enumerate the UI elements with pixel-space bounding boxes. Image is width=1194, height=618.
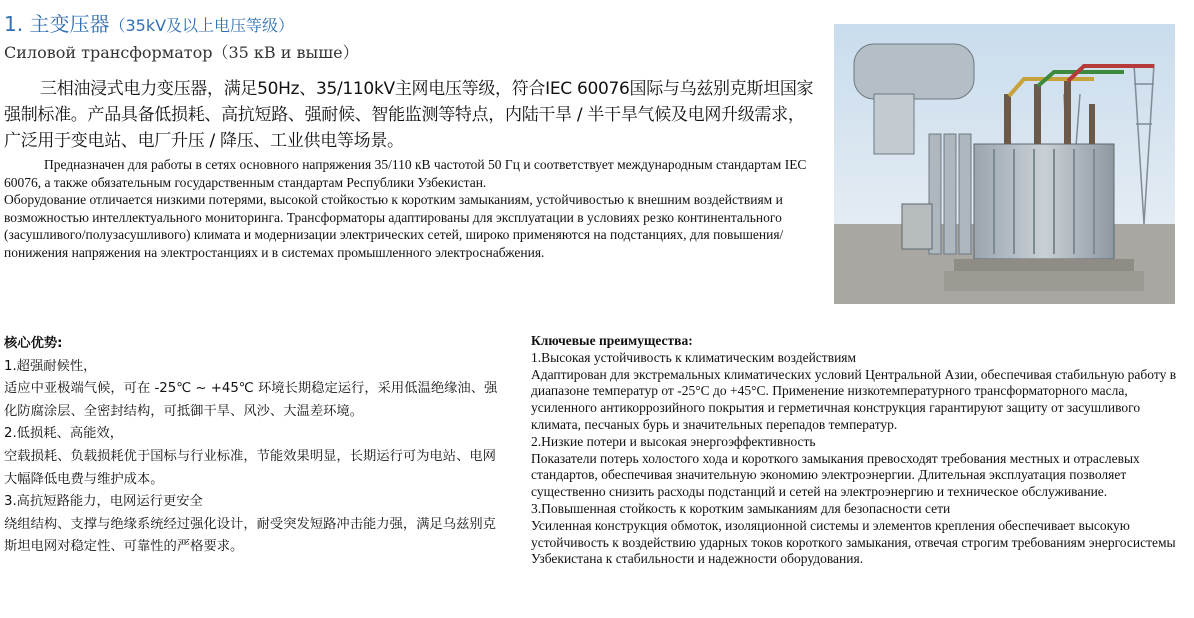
advantage-zh-3-text: 绕组结构、支撑与绝缘系统经过强化设计，耐受突发短路冲击能力强，满足乌兹别克斯坦电网对稳定性、可靠性的严格要求。 [4,516,496,555]
advantage-ru-2-text: Показатели потерь холостого хода и короткого замыкания превосходят требования местных и отраслевых стандартов, обеспечивая значительную экономию электроэнергии. Длительная эксплуатация позволяет существенно снизить расходы подстанций и сетей на электроэнергию и техническое обслуживание. [531,450,1140,500]
advantage-ru-2-title: 2.Низкие потери и высокая энергоэффективность [531,433,816,449]
advantage-zh-3-title: 3.高抗短路能力，电网运行更安全 [4,494,203,510]
advantage-zh-1-title: 1.超强耐候性， [4,358,97,374]
advantage-zh-2-text: 空载损耗、负载损耗优于国标与行业标准，节能效果明显，长期运行可为电站、电网大幅降低电费与维护成本。 [4,448,496,487]
advantages-zh-heading: 核心优势: [4,336,63,351]
advantage-ru-1-title: 1.Высокая устойчивость к климатическим воздействиям [531,349,857,365]
advantage-ru-1-text: Адаптирован для экстремальных климатических условий Центральной Азии, обеспечивая стабильную работу в диапазоне температур от -25°C до +45°C. Применение низкотемпературного трансформаторного масла, усиленного антикоррозийного покрытия и герметичная конструкция гарантируют защиту от засушливого климата, песчаных бурь и значительных перепадов температур. [531,366,1177,432]
intro-ru-paragraph-2: Оборудование отличается низкими потерями, высокой стойкостью к коротким замыканиям, устойчивостью к внешним воздействиям и возможностью интеллектуального мониторинга. Трансформаторы адаптированы для эксплуатации в условиях резко континентального (засушливого/полузасушливого) климата и модернизации электрических сетей, широко применяются на подстанциях, для повышения/понижения напряжения на электростанциях и в системах промышленного электроснабжения. [4,192,784,260]
advantage-zh-1-text: 适应中亚极端气候，可在 -25℃ ~ +45℃ 环境长期稳定运行，采用低温绝缘油、强化防腐涂层、全密封结构，可抵御干旱、风沙、大温差环境。 [4,381,498,419]
advantage-ru-3-text: Усиленная конструкция обмоток, изоляционной системы и элементов крепления обеспечивает высокую устойчивость к воздействию ударных токов короткого замыкания, отвечая строгим требованиям энергосистемы Узбекистана к стабильности и надежности оборудования. [531,517,1176,567]
intro-ru [4,156,819,261]
transformer-photo [834,24,1175,304]
page-subtitle-ru: Силовой трансформатор（35 кВ и выше） [4,43,359,62]
advantage-zh-2-title: 2.低损耗、高能效， [4,426,124,442]
title-main: 1. 主变压器 [4,12,110,36]
advantages-zh [4,333,499,559]
transformer-illustration [834,24,1175,304]
page-title [4,8,294,37]
advantage-ru-3-title: 3.Повышенная стойкость к коротким замыканиям для безопасности сети [531,500,951,516]
title-voltage-note: （35kV及以上电压等级） [109,16,295,35]
advantages-ru [531,333,1191,568]
advantages-ru-heading: Ключевые преимущества: [531,333,693,348]
intro-ru-paragraph-1: Предназначен для работы в сетях основного напряжения 35/110 кВ частотой 50 Гц и соответствует международным стандартам IEC 60076, а также обязательным государственным стандартам Республики Узбекистан. [4,157,807,190]
intro-zh: 三相油浸式电力变压器，满足50Hz、35/110kV主网电压等级，符合IEC 60076国际与乌兹别克斯坦国家强制标准。产品具备低损耗、高抗短路、强耐候、智能监测等特点，内陆干旱 / 半干旱气候及电网升级需求，广泛用于变电站、电厂升压 / 降压、工业供电等场景。 [4,79,814,151]
